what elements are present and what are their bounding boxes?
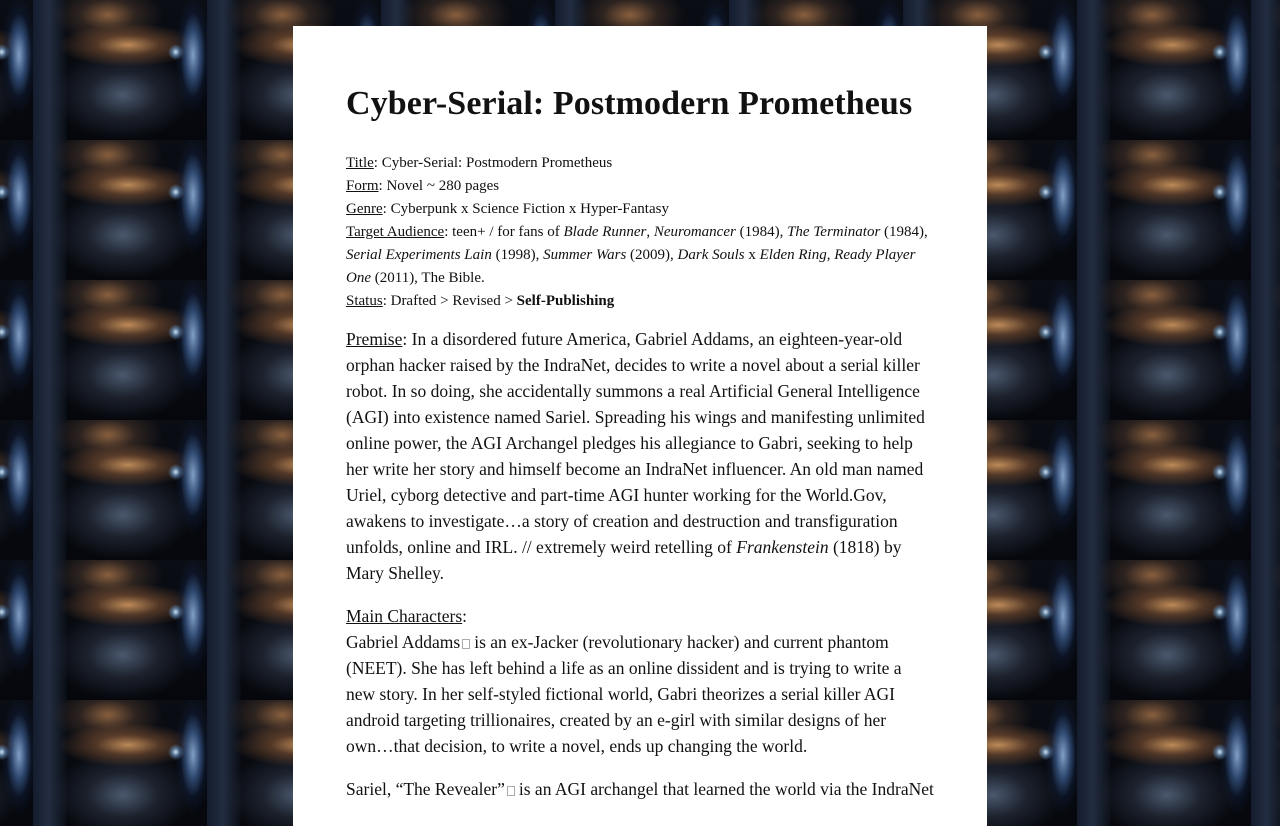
meta-title-value: Cyber-Serial: Postmodern Prometheus [381,155,613,171]
meta-status-row: Status: Drafted > Revised > Self-Publishing [346,293,615,309]
meta-genre-value: Cyberpunk x Science Fiction x Hyper-Fantasy [390,201,669,217]
character-paragraph [346,776,934,802]
meta-form-label: Form [346,178,379,194]
work-title: Ready Player One [346,247,916,286]
premise-text: In a disordered future America, Gabriel Addams, an eighteen-year-old orphan hacker raised by the IndraNet, decides to write a novel about a serial killer robot. In so doing, she accidentally summons a real Artificial General Intelligence (AGI) into existence named Sariel. Spreading his wings and manifesting unlimited online power, the AGI Archangel pledges his allegiance to Gabri, seeking to help her write her story and himself become an IndraNet influencer. An old man named Uriel, cyborg detective and part-time AGI hunter working for the World.Gov, awakens to investigate…a story of creation and destruction and transfiguration unfolds, online and IRL. // extremely weird retelling of [346,329,925,557]
meta-genre-label: Genre [346,201,383,217]
meta-status-label: Status [346,293,383,309]
work-sep: x [744,247,760,263]
work-title: Neuromancer [653,224,736,240]
work-title: Summer Wars [543,247,627,263]
work-title: Elden Ring [759,247,827,263]
meta-audience-label: Target Audience [346,224,445,240]
status-steps: Drafted > Revised > [390,293,517,309]
characters-section: Main Characters: Gabriel Addams is an ex-Jacker (revolutionary hacker) and current phantom (NEET). She has left behind a life as an online dissident and is trying to write a new story. In her self-styled fictional world, Gabri theorizes a serial killer AGI android targeting trillionaires, created by an e-girl with similar designs of her own…that decision, to write a novel, ends up changing the world. [346,606,902,756]
meta-title-row: Title: Cyber-Serial: Postmodern Prometheus [346,155,613,171]
meta-audience-prefix: teen+ / for fans of [452,224,564,240]
work-sep: (2011), The Bible. [371,270,485,286]
work-title: Serial Experiments Lain [346,247,492,263]
work-title: The Terminator [787,224,881,240]
meta-genre-row: Genre: Cyberpunk x Science Fiction x Hyper-Fantasy [346,201,669,217]
work-sep: (1984), [735,224,788,240]
meta-form-value: Novel ~ 280 pages [386,178,500,194]
characters-label: Main Characters [346,606,463,626]
work-title: Blade Runner [563,224,647,240]
missing-glyph-icon [507,786,515,796]
work-sep: (1998), [491,247,544,263]
character-description: is an ex-Jacker (revolutionary hacker) and current phantom (NEET). She has left behind a life as an online dissident and is trying to write a new story. In her self-styled fictional world, Gabri theorizes a serial killer AGI android targeting trillionaires, created by an e-girl with similar designs of her own…that decision, to write a novel, ends up changing the world. [346,632,902,756]
premise-text-end: (1818) by Mary Shelley. [346,537,902,583]
character-name: Sariel, “The Revealer” [346,779,505,799]
work-title: Dark Souls [677,247,745,263]
meta-form-row: Form: Novel ~ 280 pages [346,178,500,194]
premise-label: Premise [346,329,403,349]
content-panel [293,26,987,826]
work-sep: , [826,247,835,263]
status-current: Self-Publishing [516,293,615,309]
work-sep: , [646,224,654,240]
work-sep: (2009), [626,247,678,263]
premise-work: Frankenstein [736,537,829,557]
meta-title-label: Title [346,155,374,171]
meta-audience-row: Target Audience: teen+ / for fans of Blade Runner, Neuromancer (1984), The Terminator (1984), Serial Experiments Lain (1998), Summer Wars (2009), Dark Souls x Elden Ring, Ready Player One (2011), The Bible. [346,224,928,286]
page-title: Cyber-Serial: Postmodern Prometheus [346,85,913,122]
character-name: Gabriel Addams [346,632,461,652]
work-sep: (1984), [880,224,928,240]
premise-paragraph: Premise: In a disordered future America, Gabriel Addams, an eighteen-year-old orphan hacker raised by the IndraNet, decides to write a novel about a serial killer robot. In so doing, she accidentally summons a real Artificial General Intelligence (AGI) into existence named Sariel. Spreading his wings and manifesting unlimited online power, the AGI Archangel pledges his allegiance to Gabri, seeking to help her write her story and himself become an IndraNet influencer. An old man named Uriel, cyborg detective and part-time AGI hunter working for the World.Gov, awakens to investigate…a story of creation and destruction and transfiguration unfolds, online and IRL. // extremely weird retelling of Frankenstein (1818) by Mary Shelley. [346,329,925,583]
character-description: is an AGI archangel that learned the world via the IndraNet [518,779,934,799]
missing-glyph-icon [462,639,470,649]
metadata-block [346,152,934,313]
